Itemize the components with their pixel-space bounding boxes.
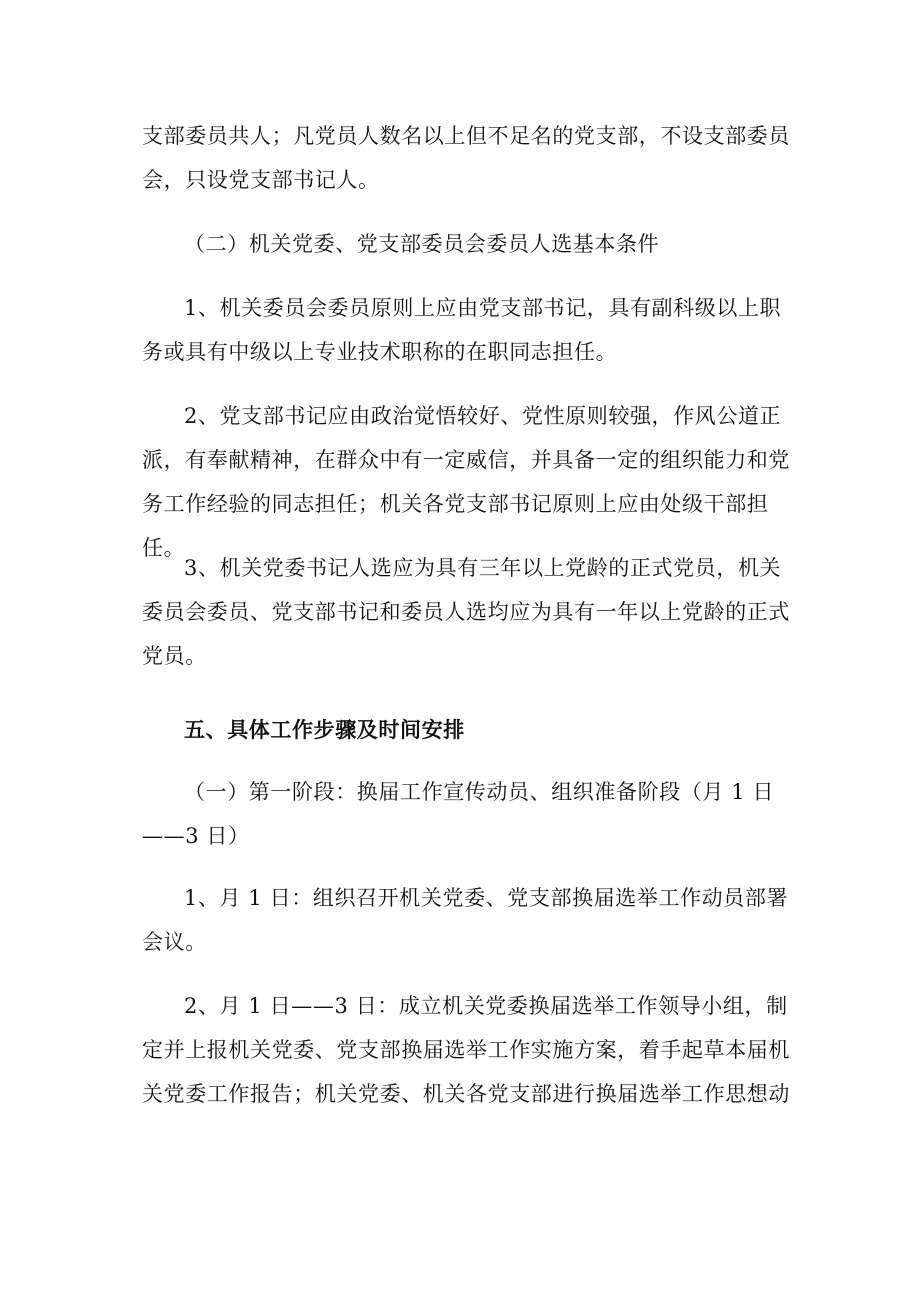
paragraph-committee-members: 支部委员共人；凡党员人数名以上但不足名的党支部，不设支部委员会，只设党支部书记人。 xyxy=(142,124,790,192)
section-stage-one: （一）第一阶段：换届工作宣传动员、组织准备阶段（月 1 日——3 日） xyxy=(142,780,775,848)
section-candidate-conditions: （二）机关党委、党支部委员会委员人选基本条件 xyxy=(184,232,660,256)
paragraph-step-2: 2、月 1 日——3 日：成立机关党委换届选举工作领导小组，制定并上报机关党委、党支部换届选举工作实施方案，着手起草本届机关党委工作报告；机关党委、机关各党支部进行换届选举工作思想动 xyxy=(142,994,790,1106)
paragraph-condition-3: 3、机关党委书记人选应为具有三年以上党龄的正式党员，机关委员会委员、党支部书记和委员人选均应为具有一年以上党龄的正式党员。 xyxy=(142,556,790,668)
paragraph-condition-2: 2、党支部书记应由政治觉悟较好、党性原则较强，作风公道正派，有奉献精神，在群众中有一定威信，并具备一定的组织能力和党务工作经验的同志担任；机关各党支部书记原则上应由处级干部担任。 xyxy=(142,404,790,560)
heading-work-steps: 五、具体工作步骤及时间安排 xyxy=(184,717,465,742)
paragraph-condition-1: 1、机关委员会委员原则上应由党支部书记，具有副科级以上职务或具有中级以上专业技术职称的在职同志担任。 xyxy=(142,296,782,364)
paragraph-step-1: 1、月 1 日：组织召开机关党委、党支部换届选举工作动员部署会议。 xyxy=(142,886,789,954)
